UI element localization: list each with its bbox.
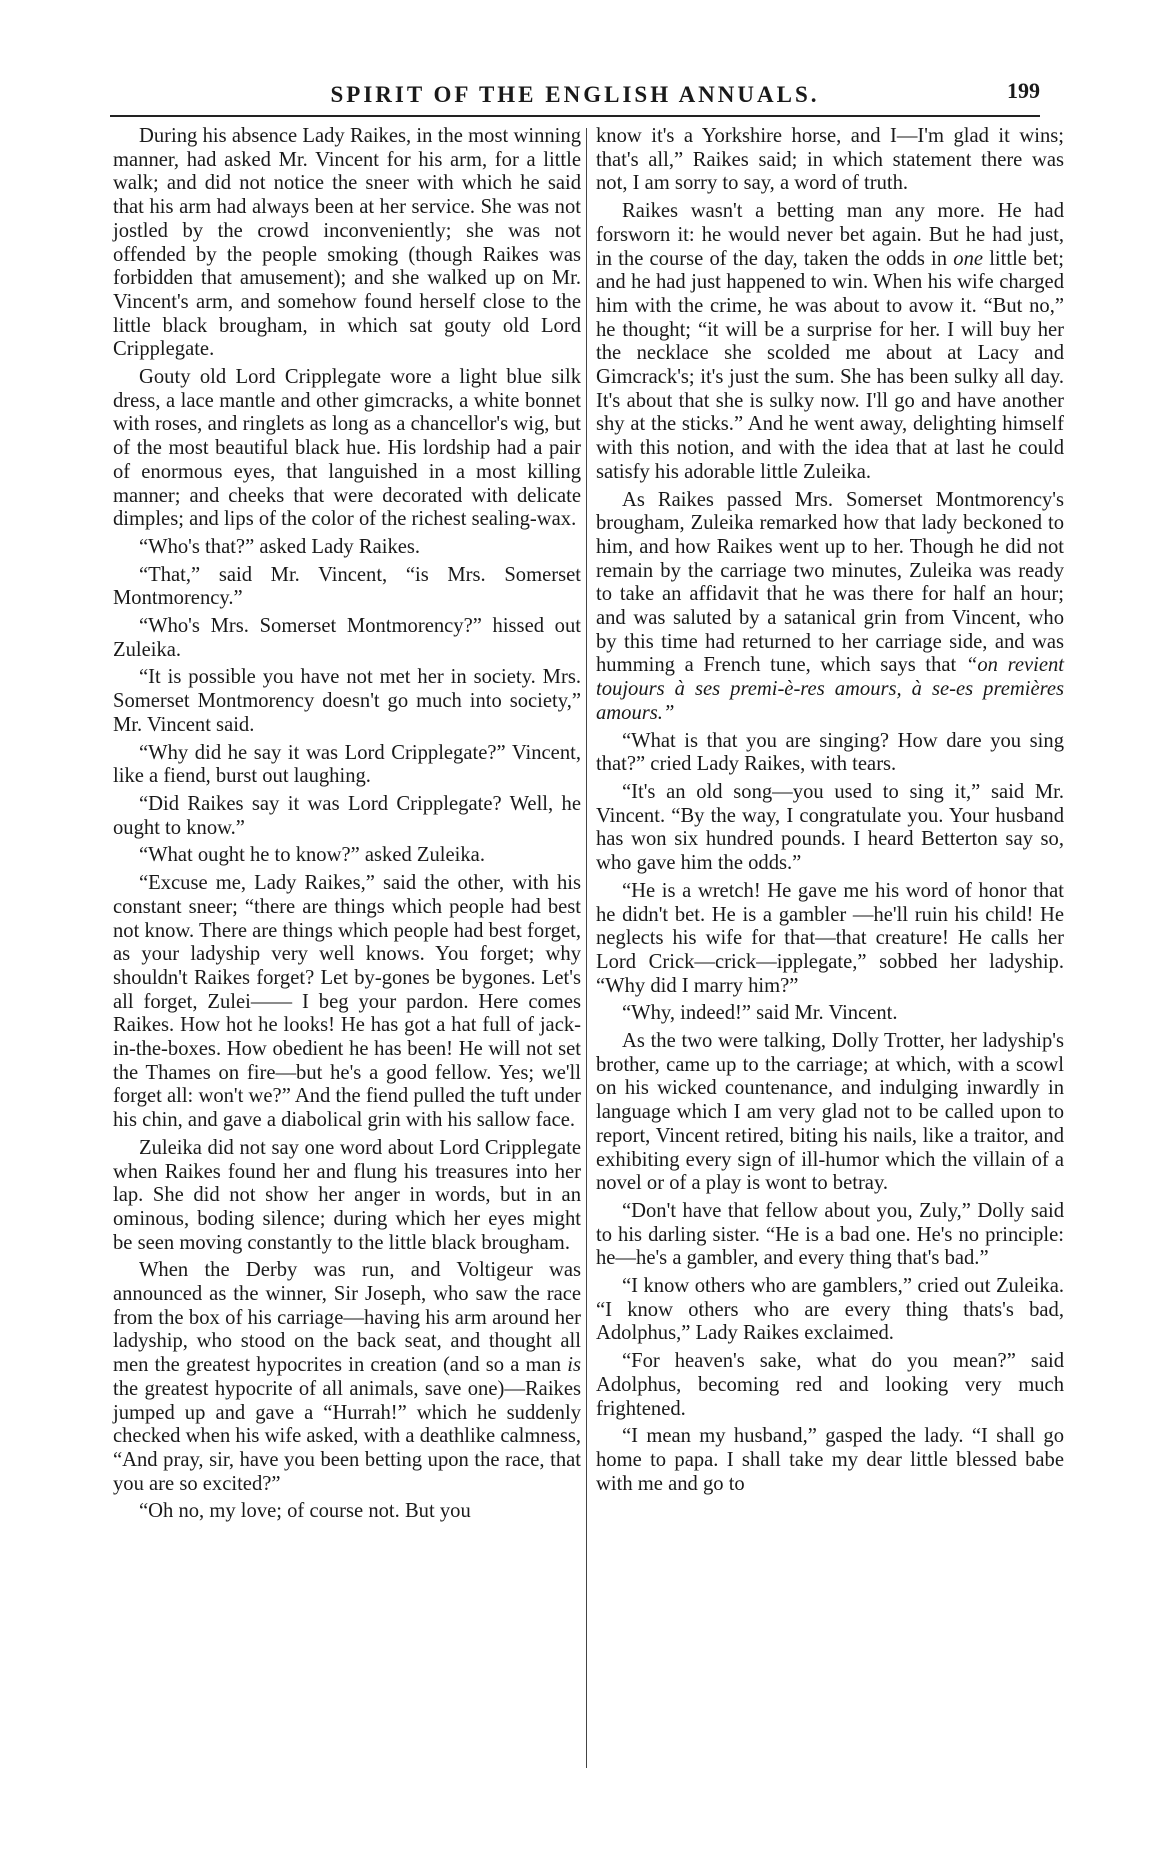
paragraph: “What is that you are singing? How dare you sing that?” cried Lady Raikes, with tears. — [596, 729, 1064, 776]
paragraph: “I know others who are gamblers,” cried out Zuleika. “I know others who are every thing thats's bad, Adolphus,” Lady Raikes exclaimed. — [596, 1275, 1064, 1345]
paragraph: “He is a wretch! He gave me his word of honor that he didn't bet. He is a gambler —he'll ruin his child! He neglects his wife for that—that creature! He calls her Lord Crick—crick—ipplegate,” sobbed her ladyship. “Why did I marry him?” — [596, 879, 1064, 997]
paragraph: “Excuse me, Lady Raikes,” said the other, with his constant sneer; “there are things which people had best not know. There are things which people had best forget, as your ladyship very well knows. You forget; why shouldn't Raikes forget? Let by-gones be bygones. Let's all forget, Zulei—— I beg your pardon. Here comes Raikes. How hot he looks! He has got a hat full of jack-in-the-boxes. How obedient he has been! He will not set the Thames on fire—but he's a good fellow. Yes; we'll forget all: won't we?” And the fiend pulled the tuft under his chin, and gave a diabolical grin with his sallow face. — [113, 872, 581, 1132]
paragraph: Gouty old Lord Cripplegate wore a light blue silk dress, a lace mantle and other gimcracks, a white bonnet with roses, and ringlets as long as a chancellor's wig, but of the most beautiful black hue. His lordship had a pair of enormous eyes, that languished in a most killing manner; and cheeks that were decorated with delicate dimples; and lips of the color of the richest sealing-wax. — [113, 366, 581, 531]
paragraph: know it's a Yorkshire horse, and I—I'm glad it wins; that's all,” Raikes said; in which statement there was not, I am sorry to say, a word of truth. — [596, 125, 1064, 195]
paragraph: Raikes wasn't a betting man any more. He had forsworn it: he would never bet again. But he had just, in the course of the day, taken the odds in one little bet; and he had just happened to win. When his wife charged him with the crime, he was about to avow it. “But no,” he thought; “it will be a surprise for her. I will buy her the necklace she scolded me about at Lacy and Gimcrack's; it's just the sum. She has been sulky all day. It's about that she is sulky now. I'll go and have another shy at the sticks.” And he went away, delighting himself with this notion, and with the idea that at last he could satisfy his adorable little Zuleika. — [596, 200, 1064, 483]
paragraph: As Raikes passed Mrs. Somerset Montmorency's brougham, Zuleika remarked how that lady beckoned to him, and how Raikes went up to her. Though he did not remain by the carriage two minutes, Zuleika was ready to take an affidavit that he was there for half an hour; and was saluted by a satanical grin from Vincent, who by this time had returned to her carriage side, and was humming a French tune, which says that “on revient toujours à ses premi-è-res amours, à se-es premières amours.” — [596, 488, 1064, 724]
paragraph: “What ought he to know?” asked Zuleika. — [139, 844, 485, 867]
paragraph: “Oh no, my love; of course not. But you — [139, 1500, 471, 1523]
paragraph: “I mean my husband,” gasped the lady. “I shall go home to papa. I shall take my dear little blessed babe with me and go to — [596, 1425, 1064, 1495]
paragraph: “For heaven's sake, what do you mean?” said Adolphus, becoming red and looking very much frightened. — [596, 1350, 1064, 1420]
french-quote: “on revient toujours à ses premi-è-res amours, à se-es premières amours.” — [596, 654, 1064, 724]
running-title: SPIRIT OF THE ENGLISH ANNUALS. — [330, 82, 820, 107]
paragraph: “Did Raikes say it was Lord Cripplegate? Well, he ought to know.” — [113, 792, 581, 839]
paragraph: “Why, indeed!” said Mr. Vincent. — [622, 1002, 898, 1025]
paragraph: During his absence Lady Raikes, in the most winning manner, had asked Mr. Vincent for his arm, for a little walk; and did not notice the sneer with which he said that his arm had always been at her service. She was not jostled by the crowd inconveniently; she was not offended by the people smoking (though Raikes was forbidden that amusement); and she walked up on Mr. Vincent's arm, and somehow found herself close to the little black brougham, in which sat gouty old Lord Cripplegate. — [113, 125, 581, 361]
paragraph: “Don't have that fellow about you, Zuly,” Dolly said to his darling sister. “He is a bad one. He's no principle: he—he's a gambler, and every thing that's bad.” — [596, 1199, 1064, 1270]
paragraph: “Who's Mrs. Somerset Montmorency?” hissed out Zuleika. — [113, 615, 581, 661]
paragraph: Zuleika did not say one word about Lord Cripplegate when Raikes found her and flung his treasures into her lap. She did not show her anger in words, but in an ominous, boding silence; during which her eyes might be seen moving constantly to the little black brougham. — [113, 1136, 581, 1254]
emphasis: is — [567, 1354, 581, 1377]
emphasis: one — [953, 247, 983, 270]
paragraph: “That,” said Mr. Vincent, “is Mrs. Somerset Montmorency.” — [113, 563, 581, 610]
left-column — [113, 125, 581, 1528]
paragraph: “Who's that?” asked Lady Raikes. — [139, 535, 421, 558]
running-head — [110, 78, 1040, 114]
paragraph: “It's an old song—you used to sing it,” said Mr. Vincent. “By the way, I congratulate you. Your husband has won six hundred pounds. I heard Betterton say so, who gave him the odds.” — [596, 780, 1064, 875]
header-rule — [110, 115, 1040, 117]
paragraph: When the Derby was run, and Voltigeur was announced as the winner, Sir Joseph, who saw the race from the box of his carriage—having his arm around her ladyship, who stood on the back seat, and thought all men the greatest hypocrites in creation (and so a man is the greatest hypocrite of all animals, save one)—Raikes jumped up and gave a “Hurrah!” which he suddenly checked when his wife asked, with a deathlike calmness, “And pray, sir, have you been betting upon the race, that you are so excited?” — [113, 1259, 581, 1495]
page-number: 199 — [1007, 78, 1040, 103]
paragraph: “It is possible you have not met her in society. Mrs. Somerset Montmorency doesn't go much into society,” Mr. Vincent said. — [113, 666, 581, 736]
paragraph: “Why did he say it was Lord Cripplegate?” Vincent, like a fiend, burst out laughing. — [113, 741, 581, 788]
right-column — [596, 125, 1064, 1500]
column-divider — [586, 128, 587, 1768]
paragraph: As the two were talking, Dolly Trotter, her ladyship's brother, came up to the carriage; at which, with a scowl on his wicked countenance, and indulging inwardly in language which I am very glad not to be called upon to report, Vincent retired, biting his nails, like a traitor, and exhibiting every sign of ill-humor which the villain of a novel or of a play is wont to betray. — [596, 1030, 1064, 1195]
